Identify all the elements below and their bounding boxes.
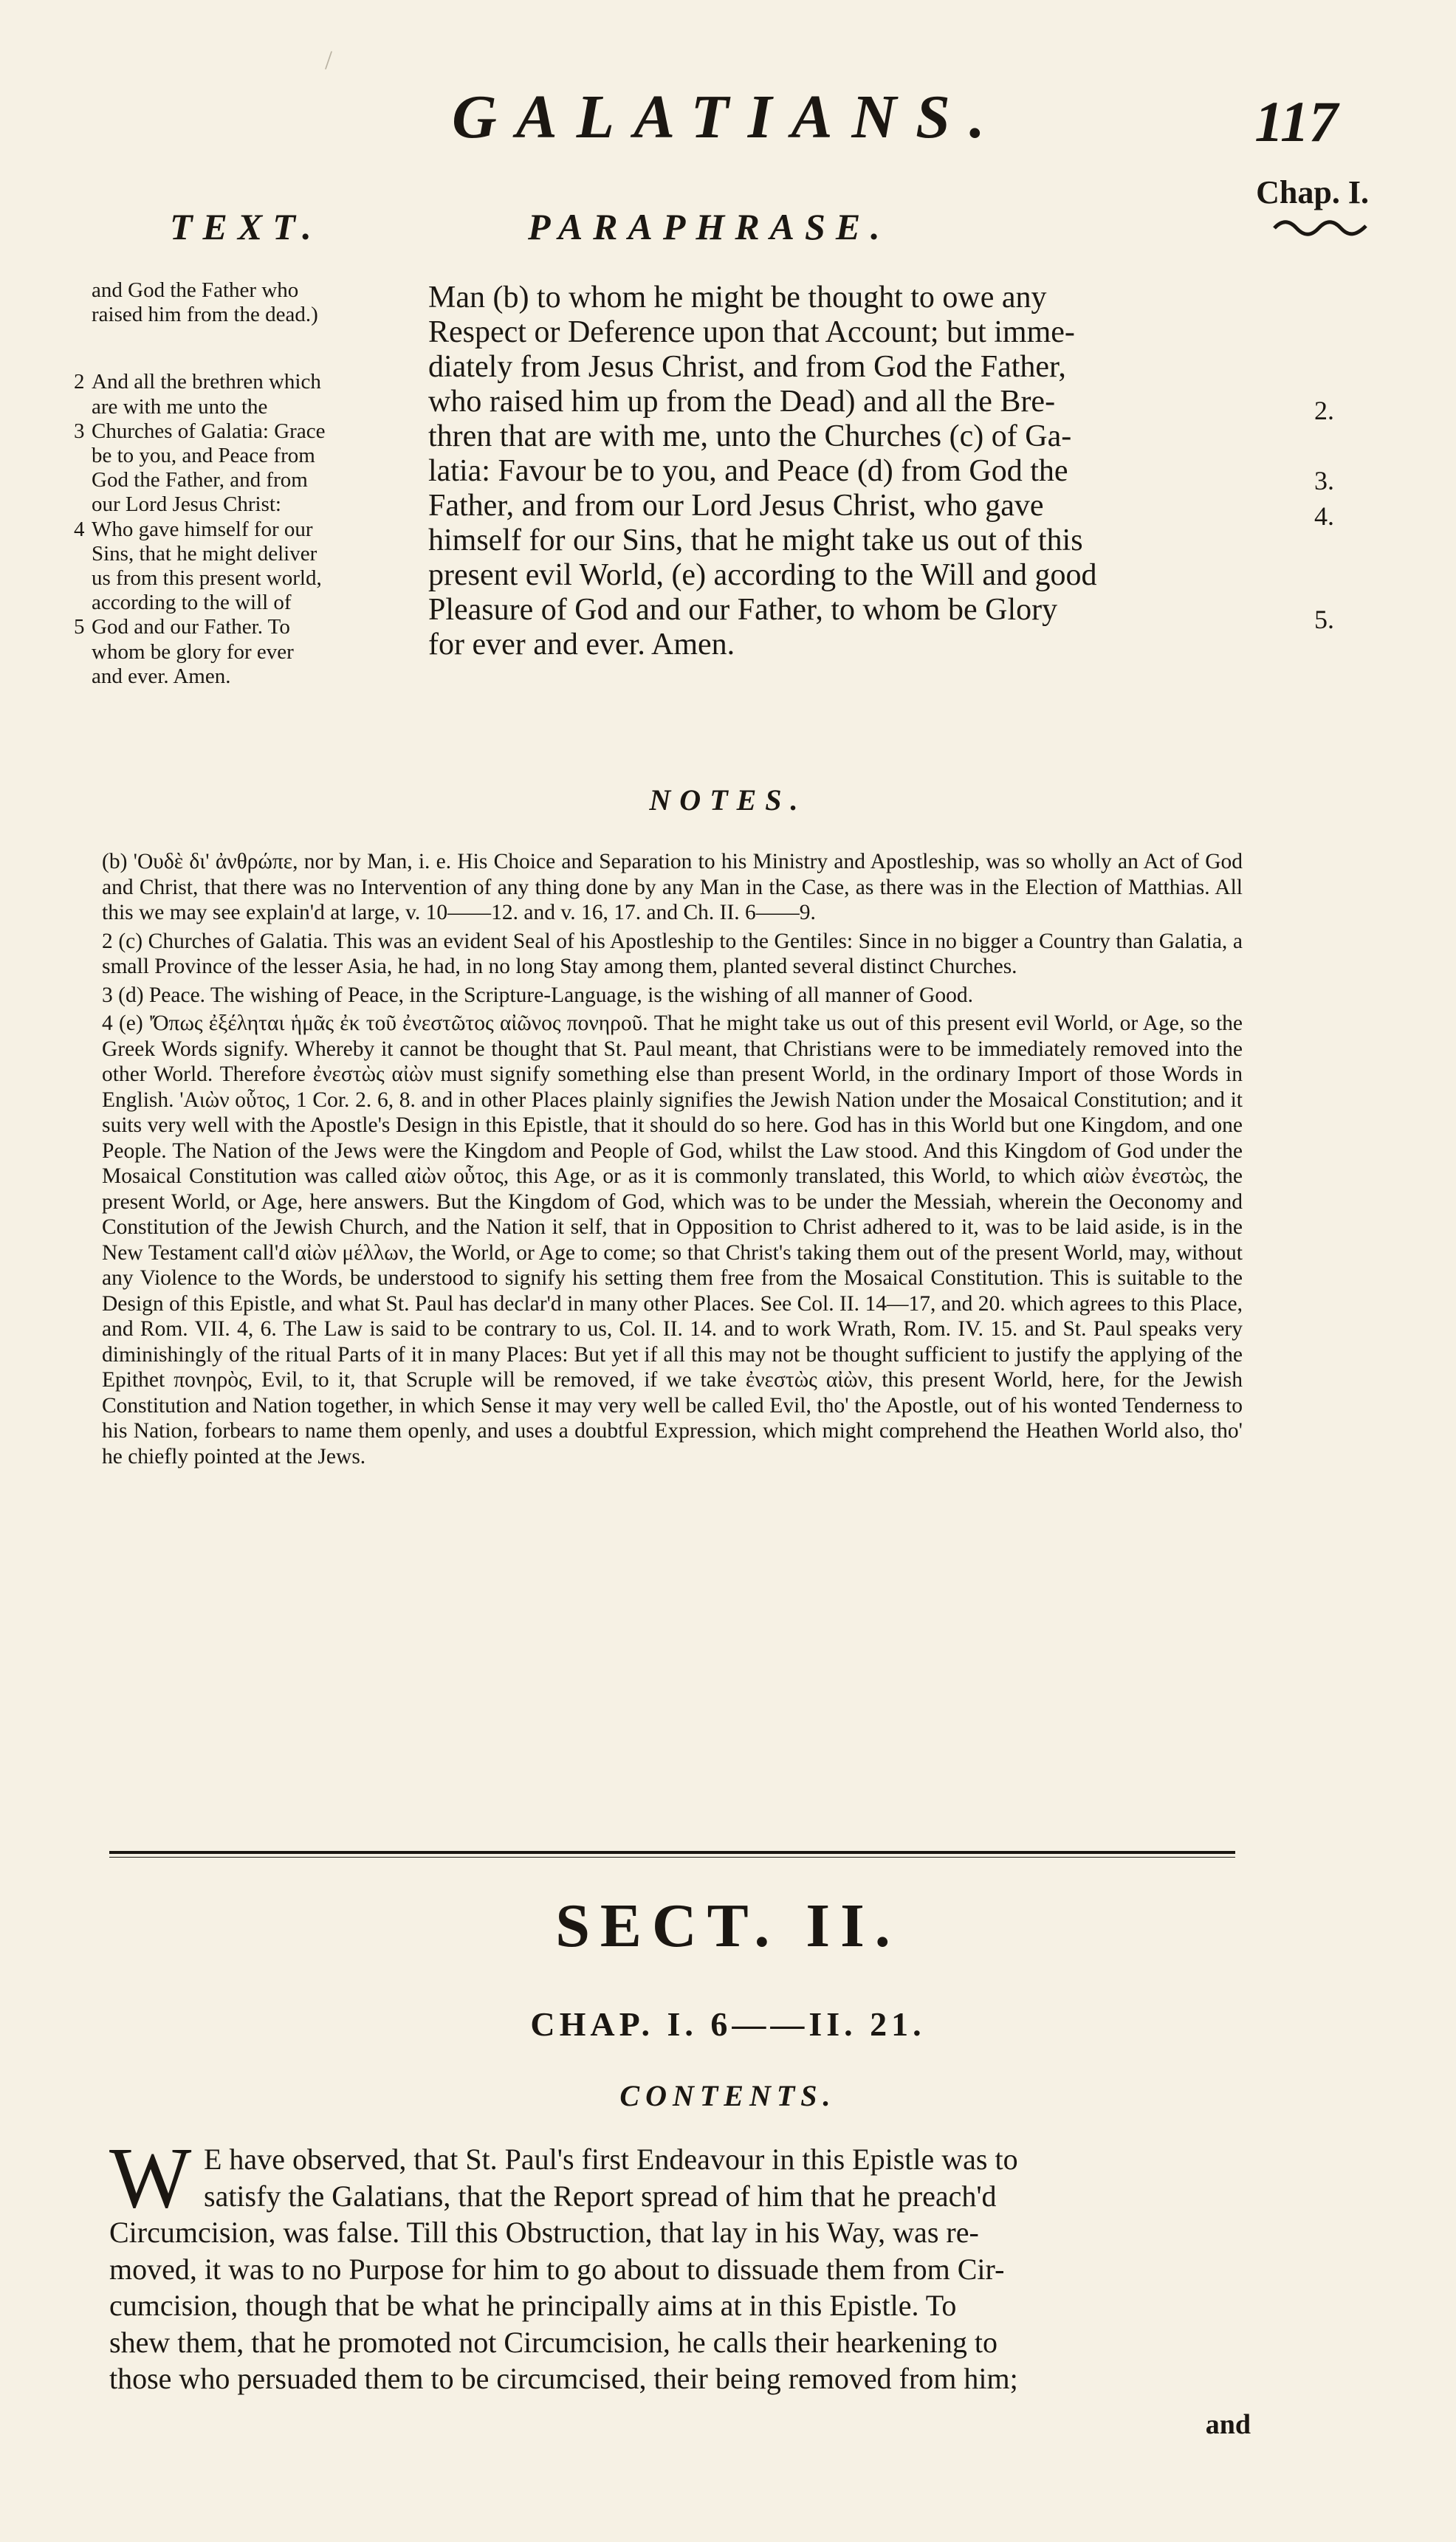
text-line: 3 Churches of Galatia: Grace	[74, 419, 326, 443]
chapter-range: CHAP. I. 6——II. 21.	[530, 2005, 926, 2043]
body-line: shew them, that he promoted not Circumcision, he calls their hearkening to	[109, 2325, 998, 2359]
paraphrase-line: diately from Jesus Christ, and from God the Father,	[428, 350, 1066, 384]
section-body	[109, 2129, 1246, 2397]
margin-number: 4.	[1314, 501, 1334, 531]
note-paragraph: (b) 'Ουδὲ δι' ἀνθρώπε, nor by Man, i. e. His Choice and Separation to his Ministry and Apostleship, was so wholly an Act of God and Christ, that there was no Intervention of any thing done by any Man in the Case, as there was in the Election of Matthias. All this we may see explain'd at large, v. 10——12. and v. 16, 17. and Ch. II. 6——9.	[102, 850, 1243, 924]
catchword: and	[1205, 2409, 1251, 2440]
paraphrase-line: for ever and ever. Amen.	[428, 628, 735, 662]
paraphrase-heading: PARAPHRASE.	[528, 206, 890, 247]
text-line: 4 Who gave himself for our	[74, 517, 313, 541]
notes-block	[102, 849, 1243, 1472]
text-line: 5 God and our Father. To	[74, 615, 290, 639]
text-line: our Lord Jesus Christ:	[92, 492, 281, 517]
flourish-ornament	[1273, 219, 1369, 238]
paraphrase-line: Man (b) to whom he might be thought to owe any	[428, 281, 1047, 315]
text-line: are with me unto the	[92, 394, 268, 419]
text-heading: TEXT.	[170, 206, 322, 247]
paraphrase-line: Pleasure of God and our Father, to whom be Glory	[428, 593, 1058, 627]
paraphrase-line: himself for our Sins, that he might take us out of this	[428, 523, 1083, 557]
paraphrase-line: latia: Favour be to you, and Peace (d) from God the	[428, 454, 1068, 488]
text-line: according to the will of	[92, 591, 292, 615]
contents-heading: CONTENTS.	[619, 2079, 837, 2112]
text-column	[74, 278, 412, 689]
text-line: Sins, that he might deliver	[92, 541, 317, 566]
body-line: Circumcision, was false. Till this Obstruction, that lay in his Way, was re-	[109, 2216, 979, 2249]
section-rule	[109, 1851, 1235, 1854]
page-number: 117	[1254, 89, 1338, 154]
body-line: satisfy the Galatians, that the Report spread of him that he preach'd	[204, 2179, 997, 2213]
paraphrase-column	[428, 281, 1285, 662]
body-line: cumcision, though that be what he principally aims at in this Epistle. To	[109, 2289, 957, 2322]
chapter-mark: Chap. I.	[1256, 174, 1369, 210]
paraphrase-line: who raised him up from the Dead) and all the Bre-	[428, 385, 1056, 419]
text-line: and ever. Amen.	[92, 664, 231, 688]
section-rule-thin	[109, 1857, 1235, 1858]
section-title: SECT. II.	[555, 1892, 901, 1960]
paraphrase-line: thren that are with me, unto the Churches (c) of Ga-	[428, 419, 1072, 453]
text-line	[74, 327, 412, 370]
drop-cap: W	[109, 2129, 192, 2226]
text-line: God the Father, and from	[92, 468, 308, 492]
body-line: those who persuaded them to be circumcised, their being removed from him;	[109, 2362, 1018, 2395]
notes-heading: NOTES.	[649, 783, 807, 817]
text-line: and God the Father who	[92, 278, 299, 302]
paraphrase-line: Respect or Deference upon that Account; but imme-	[428, 315, 1075, 349]
margin-number: 5.	[1314, 605, 1334, 634]
body-line: E have observed, that St. Paul's first Endeavour in this Epistle was to	[204, 2143, 1018, 2176]
running-title: GALATIANS.	[452, 83, 1004, 151]
note-paragraph: 2 (c) Churches of Galatia. This was an evident Seal of his Apostleship to the Gentiles: Since in no bigger a Country than Galatia, a small Province of the lesser Asia, he had, in no long Stay among them, planted several distinct Churches.	[102, 929, 1243, 978]
paraphrase-line: Father, and from our Lord Jesus Christ, who gave	[428, 489, 1044, 523]
text-line: be to you, and Peace from	[92, 444, 315, 468]
body-line: moved, it was to no Purpose for him to go about to dissuade them from Cir-	[109, 2252, 1005, 2286]
margin-number: 2.	[1314, 396, 1334, 425]
text-line: raised him from the dead.)	[92, 303, 318, 327]
ink-mark: /	[325, 45, 333, 75]
text-line: whom be glory for ever	[92, 639, 294, 664]
paraphrase-line: present evil World, (e) according to the Will and good	[428, 558, 1097, 592]
margin-number: 3.	[1314, 466, 1334, 495]
note-paragraph: 4 (e) 'Όπως ἐξέληται ἡμᾶς ἐκ τοῦ ἐνεστῶτος αἰῶνος πονηροῦ. That he might take us out of this present evil World, or Age, so the Greek Words signify. Whereby it cannot be thought that St. Paul meant, that Christians were to be immediately removed into the other World. Therefore ἐνεστὼς αἰὼν must signify something else than present World, in the ordinary Import of those Words in English. 'Αιὼν οὗτος, 1 Cor. 2. 6, 8. and in other Places plainly signifies the Jewish Nation under the Mosaical Constitution; and it suits very well with the Apostle's Design in this Epistle, that it should do so here. God has in this World but one Kingdom, and one People. The Nation of the Jews were the Kingdom and People of God, whilst the Law stood. And this Kingdom of God under the Mosaical Constitution was called αἰὼν οὗτος, this Age, or as it is commonly translated, this World, to which αἰὼν ἐνεστὼς, the present World, or Age, here answers. But the Kingdom of God, which was to be under the Messiah, wherein the Oeconomy and Constitution of the Jewish Church, and the Nation it self, that in Opposition to Christ adhered to it, was to be laid aside, is in the New Testament call'd αἰὼν μέλλων, the World, or Age to come; so that Christ's taking them out of the present World, may, without any Violence to the Words, be understood to signify his setting them free from the Mosaical Constitution. This is suitable to the Design of this Epistle, and what St. Paul has declar'd in many other Places. See Col. II. 14—17, and 20. which agrees to this Place, and Rom. VII. 4, 6. The Law is said to be contrary to us, Col. II. 14. and to work Wrath, Rom. IV. 15. and St. Paul speaks very diminishingly of the ritual Parts of it in many Places: But yet if all this may not be thought sufficient to justify the applying of the Epithet πονηρὸς, Evil, to it, that Scruple will be removed, if we take ἐνεστὼς αἰὼν, this present World, here, for the Jewish Constitution and Nation together, in which Sense it may very well be called Evil, tho' the Apostle, out of his wonted Tenderness to his Nation, forbears to name them openly, and uses a doubtful Expression, which might comprehend the Heathen World also, tho' he chiefly pointed at the Jews.	[102, 1011, 1243, 1468]
text-line: 2 And all the brethren which	[74, 370, 321, 394]
note-paragraph: 3 (d) Peace. The wishing of Peace, in the Scripture-Language, is the wishing of all manner of Good.	[102, 983, 973, 1007]
text-line: us from this present world,	[92, 566, 322, 591]
